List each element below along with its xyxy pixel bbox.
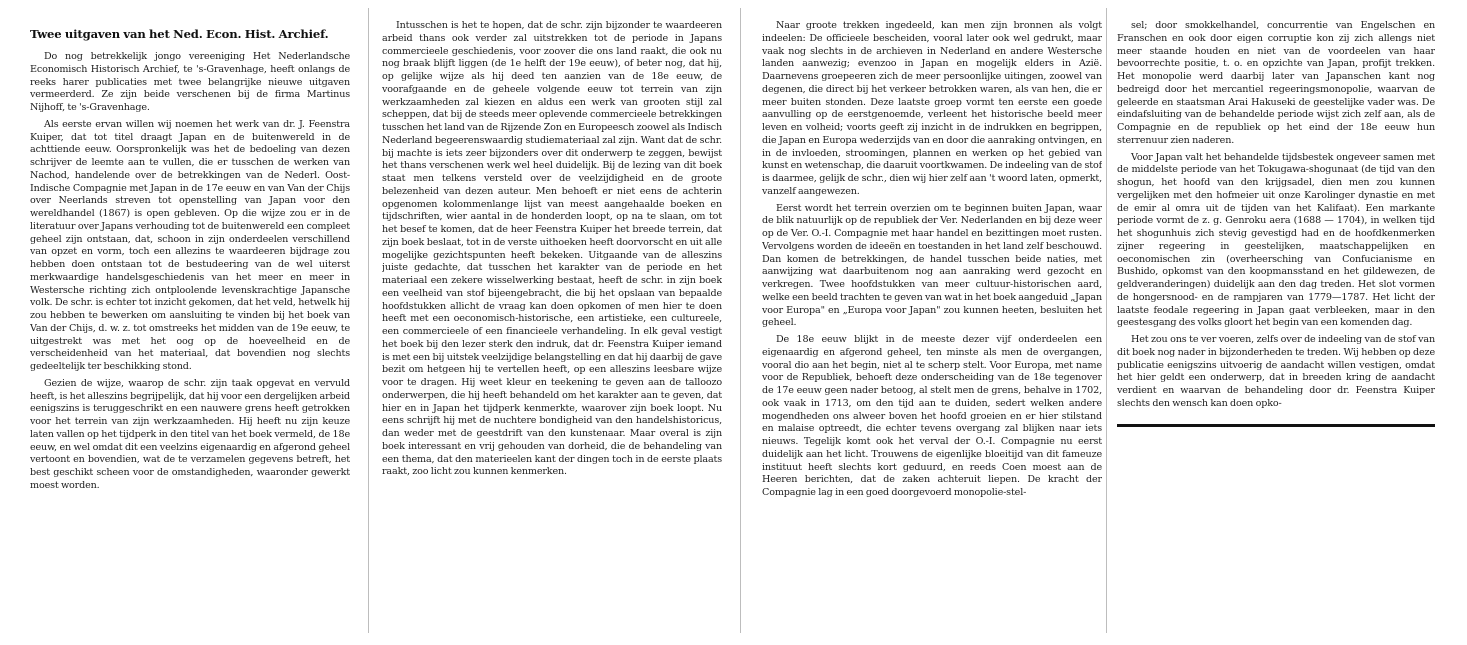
- article-column-2: [382, 20, 722, 610]
- column-divider: [740, 8, 741, 633]
- article-headline: Twee uitgaven van het Ned. Econ. Hist. Archief.: [30, 27, 329, 41]
- paragraph: Voor Japan valt het behandelde tijdsbestek ongeveer samen met de middelste periode van het Tokugawa-shogunaat (de tijd van den shogun, het hoofd van den krijgsadel, dien men zou kunnen vergelijken met den hofmeier uit onze Karolinger dynastie en met de emir al omra uit de tijden van het Kalifaat). Een markante periode vormt de z. g. Genroku aera (1688 — 1704), in welken tijd het shogunhuis zich stevig gevestigd had en de hoofdkenmerken zijner regeering in geestelijken, maatschappelijken en oeconomischen zin (overheersching van Confucianisme en Bushido, opkomst van den koopmansstand en het gildewezen, de geldveranderingen) duidelijk aan den dag treden. Het slot vormen de hongersnood- en de rampjaren van 1779—1787. Het licht der laatste feodale regeering in Japan gaat verbleeken, maar in den geestesgang des volks gloort het begin van een komenden dag.: [1117, 151, 1435, 329]
- paragraph: Als eerste ervan willen wij noemen het werk van dr. J. Feenstra Kuiper, dat tot titel draagt Japan en de buitenwereld in de achttiende eeuw. Oorspronkelijk was het de bedoeling van dezen schrijver de leemte aan te vullen, die er tusschen de werken van Nachod, handelende over de betrekkingen van de Nederl. Oost-Indische Compagnie met Japan in de 17e eeuw en van Van der Chijs over Neerlands streven tot openstelling van Japan voor den wereldhandel (1867) is open gebleven. Op die wijze zou er in de literatuur over Japans verhouding tot de buitenwereld een compleet geheel zijn ontstaan, dat, schoon in zijn onderdeelen verschillend van opzet en vorm, toch een allezins te waardeeren bijdrage zou hebben doen ontstaan tot de bestudeering van de wel uiterst merkwaardige handelsgeschiedenis van het meer en meer in Westersche richting zich ontploolende levenskrachtige Japansche volk. De schr. is echter tot inzicht gekomen, dat het veld, hetwelk hij zou hebben te bewerken om aansluiting te vinden bij het boek van Van der Chijs, d. w. z. tot omstreeks het midden van de 19e eeuw, te uitgestrekt was met het oog op de hoeveelheid en de verscheidenheid van het materiaal, dat bovendien nog slechts gedeeltelijk ter beschikking stond.: [30, 118, 350, 372]
- paragraph: Gezien de wijze, waarop de schr. zijn taak opgevat en vervuld heeft, is het alleszins begrijpelijk, dat hij voor een dergelijken arbeid eenigszins is teruggeschrikt en een nauwere grens heeft getrokken voor het terrein van zijn werkzaamheden. Hij heeft nu zijn keuze laten vallen op het tijdperk in den titel van het boek vermeld, de 18e eeuw, en wel omdat dit een veelzins eigenaardig en afgerond geheel vertoont en bovendien, wat de te verzamelen gegevens betreft, het best geschikt scheen voor de omstandigheden, waaronder gewerkt moest worden.: [30, 377, 350, 491]
- paragraph: Naar groote trekken ingedeeld, kan men zijn bronnen als volgt indeelen: De officieele bescheiden, vooral later ook wel gedrukt, maar vaak nog slechts in de archieven in Nederland en andere Westersche landen aanwezig; evenzoo in Japan en mogelijk elders in Azië. Daarnevens groepeeren zich de meer persoonlijke uitingen, zoowel van degenen, die direct bij het verkeer betrokken waren, als van hen, die er meer buiten stonden. Deze laatste groep vormt ten eerste een goede aanvulling op de eerstgenoemde, verleent het historische beeld meer leven en volheid; voorts geeft zij inzicht in de indrukken en begrippen, die Japan en Europa wederzijds van en door die aanraking ontvingen, en in de invloeden, stroomingen, plannen en werken op het gebied van kunst en wetenschap, die daaruit voortkwamen. De indeeling van de stof is daarmee, gelijk de schr., dien wij hier zelf aan 't woord laten, opmerkt, vanzelf aangewezen.: [762, 20, 1102, 197]
- column-divider: [1106, 8, 1107, 633]
- paragraph: sel; door smokkelhandel, concurrentie van Engelschen en Franschen en ook door eigen corruptie kon zij zich allengs niet meer staande houden en niet van de voordeelen van haar bevoorrechte positie, t. o. en opzichte van Japan, profijt trekken. Het monopolie werd daarbij later van Japanschen kant nog bedreigd door het mercantiel regeeringsmonopolie, waarvan de geleerde en staatsman Arai Hakuseki de geestelijke vader was. De eindafsluiting van de behandelde periode wijst zich zelf aan, als de Compagnie en de republiek op het eind der 18e eeuw hun sterrenuur zien naderen.: [1117, 20, 1435, 146]
- article-column-3: [762, 20, 1102, 610]
- article-column-4: [1117, 20, 1435, 420]
- column-divider: [368, 8, 369, 633]
- article-column-1: [30, 22, 350, 582]
- paragraph: Do nog betrekkelijk jongo vereeniging Het Nederlandsche Economisch Historisch Archief, te 's-Gravenhage, heeft onlangs de reeks harer publicaties met twee belangrijke nieuwe uitgaven vermeerderd. Ze zijn beide verschenen bij de firma Martinus Nijhoff, te 's-Gravenhage.: [30, 51, 350, 113]
- article-end-rule: [1117, 424, 1435, 427]
- paragraph: Het zou ons te ver voeren, zelfs over de indeeling van de stof van dit boek nog nader in bijzonderheden te treden. Wij hebben op deze publicatie eenigszins uitvoerig de aandacht willen vestigen, omdat het hier geldt een onderwerp, dat in breeden kring de aandacht verdient en waarvan de behandeling door dr. Feenstra Kuiper slechts den wensch kan doen opko-: [1117, 334, 1435, 409]
- paragraph: Eerst wordt het terrein overzien om te beginnen buiten Japan, waar de blik natuurlijk op de republiek der Ver. Nederlanden en bij deze weer op de Ver. O.-I. Compagnie met haar handel en bezittingen moet rusten. Vervolgens worden de ideeën en toestanden in het land zelf beschouwd. Dan komen de betrekkingen, de handel tusschen beide naties, met aanwijzing wat daarbuitenom nog aan aanraking werd gezocht en verkregen. Twee hoofdstukken van meer cultuur-historischen aard, welke een beeld trachten te geven van wat in het boek aangeduid „Japan voor Europa" en „Europa voor Japan" zou kunnen heeten, besluiten het geheel.: [762, 202, 1102, 329]
- paragraph: De 18e eeuw blijkt in de meeste dezer vijf onderdeelen een eigenaardig en afgerond geheel, ten minste als men de overgangen, vooral dio aan het begin, niet al te scherp stelt. Voor Europa, met name voor de Republiek, behoeft deze onderscheiding van de 18e tegenover de 17e eeuw geen nader betoog, al stelt men de grens, behalve in 1702, ook vaak in 1713, om den tijd aan te duiden, sedert welken andere mogendheden ons alweer boven het hoofd groeien en er hier stilstand en malaise optreedt, die echter tevens overgang zal blijken naar iets nieuws. Tegelijk komt ook het verval der O.-I. Compagnie nu eerst duidelijk aan het licht. Trouwens de eigenlijke bloeitijd van dit fameuze instituut heeft slechts kort geduurd, en reeds Coen moest aan de Heeren berichten, dat de zaken achteruit liepen. De kracht der Compagnie lag in een goed doorgevoerd monopolie-stel-: [762, 334, 1102, 498]
- paragraph: Intusschen is het te hopen, dat de schr. zijn bijzonder te waardeeren arbeid thans ook verder zal uitstrekken tot de periode in Japans commercieele geschiedenis, voor zoover die ons land raakt, die ook nu nog braak blijft liggen (de 1e helft der 19e eeuw), of beter nog, dat hij, op gelijke wijze als hij deed ten aanzien van de 18e eeuw, de voorafgaande en de geheele volgende eeuw tot terrein van zijn werkzaamheden zal kiezen en aldus een werk van grooten stijl zal scheppen, dat bij de steeds meer oplevende commercieele betrekkingen tusschen het land van de Rijzende Zon en Europeesch zoowel als Indisch Nederland begeerenswaardig studiemateriaal zal zijn. Want dat de schr. bij machte is iets zeer bijzonders over dit onderwerp te zeggen, bewijst het thans verschenen werk wel heel duidelijk. Bij de lezing van dit boek staat men telkens versteld over de veelzijdigheid en de groote belezenheid van dezen auteur. Men behoeft er niet eens de achterin opgenomen kolommenlange lijst van meest aangehaalde boeken en tijdschriften, wier aantal in de honderden loopt, op na te slaan, om tot het besef te komen, dat de heer Feenstra Kuiper het breede terrein, dat zijn boek beslaat, tot in de verste uithoeken heeft doorvorscht en uit alle mogelijke gezichtspunten heeft bekeken. Uitgaande van de alleszins juiste gedachte, dat tusschen het karakter van de periode en het materiaal een zekere wisselwerking bestaat, heeft de schr. in zijn boek een veelheid van stof bijeengebracht, die bij het opslaan van bepaalde hoofdstukken allicht de vraag kan doen opkomen of men hier te doen heeft met een oeconomisch-historische, een artistieke, een cultureele, een commercieele of een financieele verhandeling. In elk geval vestigt het boek bij den lezer sterk den indruk, dat dr. Feenstra Kuiper iemand is met een bij uitstek veelzijdige belangstelling en dat hij daarbij de gave bezit om hetgeen hij te vertellen heeft, op een alleszins leesbare wijze voor te dragen. Hij weet kleur en teekening te geven aan de talloozo onderwerpen, die hij heeft behandeld om het karakter aan te geven, dat hier en in Japan het tijdperk kenmerkte, waarover zijn boek loopt. Nu eens schrijft hij met de nuchtere bondigheid van den handelshistoricus, dan weder met de geestdrift van den kunstenaar. Maar overal is zijn boek interessant en vrij gehouden van dorheid, die de behandeling van een thema, dat den materieelen kant der dingen toch in de eerste plaats raakt, zoo licht zou kunnen kenmerken.: [382, 20, 722, 478]
